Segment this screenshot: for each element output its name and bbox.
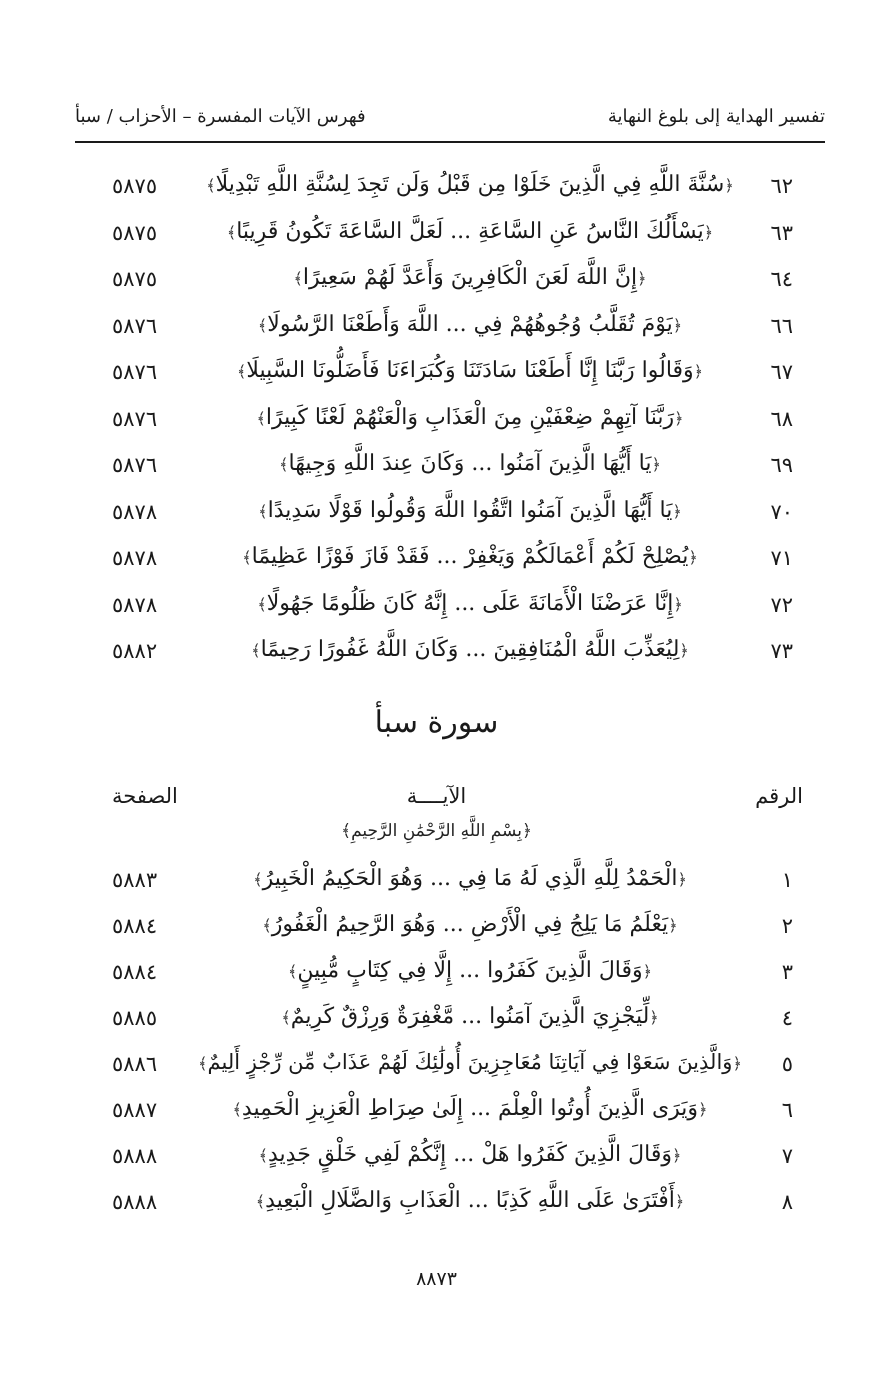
row-verse-text: رَبَّنَا آتِهِمْ ضِعْفَيْنِ مِنَ الْعَذَابِ وَالْعَنْهُمْ لَعْنًا كَبِيرًا (265, 404, 675, 430)
row-page-number: ٥٨٧٦ (112, 406, 158, 431)
index-row (0, 908, 873, 948)
column-headers (0, 780, 873, 816)
row-verse-text: يَعْلَمُ مَا يَلِجُ فِي الْأَرْضِ ... وَهُوَ الرَّحِيمُ الْغَفُورُ (271, 912, 669, 937)
column-header-page: الصفحة (112, 784, 178, 808)
row-page-number: ٥٨٧٨ (112, 546, 158, 570)
basmala-text: بِسْمِ اللَّهِ الرَّحْمَٰنِ الرَّحِيمِ (351, 821, 522, 841)
row-page-number: ٥٨٨٤ (112, 960, 158, 984)
row-verse: ﴿وَقَالَ الَّذِينَ كَفَرُوا ... إِلَّا فِي كِتَابٍ مُّبِينٍ﴾ (287, 958, 653, 983)
row-verse: ﴿رَبَّنَا آتِهِمْ ضِعْفَيْنِ مِنَ الْعَذَابِ وَالْعَنْهُمْ لَعْنًا كَبِيرًا﴾ (256, 404, 684, 430)
row-page-number: ٥٨٨٧ (112, 1098, 158, 1122)
row-verse-text: يَوْمَ تُقَلَّبُ وُجُوهُهُمْ فِي ... اللَّهَ وَأَطَعْنَا الرَّسُولَا (267, 311, 673, 337)
row-verse-text: سُنَّةَ اللَّهِ فِي الَّذِينَ خَلَوْا مِن قَبْلُ وَلَن تَجِدَ لِسُنَّةِ اللَّهِ تَبْدِيلًا (215, 172, 725, 197)
row-verse: ﴿يَا أَيُّهَا الَّذِينَ آمَنُوا اتَّقُوا اللَّهَ وَقُولُوا قَوْلًا سَدِيدًا﴾ (258, 497, 682, 523)
row-verse-text: وَقَالَ الَّذِينَ كَفَرُوا ... إِلَّا فِي كِتَابٍ مُّبِينٍ (297, 958, 643, 983)
row-verse-text: الْحَمْدُ لِلَّهِ الَّذِي لَهُ مَا فِي ... وَهُوَ الْحَكِيمُ الْخَبِيرُ (262, 866, 678, 891)
index-row (0, 587, 873, 627)
row-verse: ﴿يَسْأَلُكَ النَّاسُ عَنِ السَّاعَةِ ... لَعَلَّ السَّاعَةَ تَكُونُ قَرِيبًا﴾ (226, 218, 714, 244)
row-page-number: ٥٨٧٥ (112, 220, 158, 245)
index-row (0, 633, 873, 673)
basmala: ﴿بِسْمِ اللَّهِ الرَّحْمَٰنِ الرَّحِيمِ﴾ (341, 821, 532, 841)
row-verse-number: ٦٩ (770, 453, 793, 477)
index-row (0, 494, 873, 534)
index-row (0, 954, 873, 994)
index-row (0, 1000, 873, 1040)
page-number: ٨٨٧٣ (416, 1268, 457, 1290)
row-verse-number: ٧٢ (770, 592, 793, 617)
row-verse-text: وَيَرَى الَّذِينَ أُوتُوا الْعِلْمَ ... إِلَىٰ صِرَاطِ الْعَزِيزِ الْحَمِيدِ (241, 1096, 699, 1121)
row-verse-number: ٦٦ (770, 313, 793, 338)
row-verse-text: إِنَّ اللَّهَ لَعَنَ الْكَافِرِينَ وَأَعَدَّ لَهُمْ سَعِيرًا (302, 265, 638, 290)
row-page-number: ٥٨٧٦ (112, 453, 158, 477)
index-row (0, 168, 873, 208)
row-verse: ﴿لِّيَجْزِيَ الَّذِينَ آمَنُوا ... مَّغْفِرَةٌ وَرِزْقٌ كَرِيمٌ﴾ (281, 1004, 659, 1029)
index-row (0, 1092, 873, 1132)
row-verse-text: لِّيَجْزِيَ الَّذِينَ آمَنُوا ... مَّغْفِرَةٌ وَرِزْقٌ كَرِيمٌ (290, 1004, 650, 1029)
row-verse-text: إِنَّا عَرَضْنَا الْأَمَانَةَ عَلَى ... إِنَّهُ كَانَ ظَلُومًا جَهُولًا (266, 590, 674, 616)
row-verse-text: يُصْلِحْ لَكُمْ أَعْمَالَكُمْ وَيَغْفِرْ ... فَقَدْ فَازَ فَوْزًا عَظِيمًا (251, 544, 689, 569)
row-page-number: ٥٨٧٥ (112, 174, 158, 198)
index-row (0, 308, 873, 348)
row-page-number: ٥٨٨٨ (112, 1190, 158, 1214)
header-divider (75, 141, 825, 143)
row-verse-number: ٢ (781, 914, 793, 938)
row-verse-number: ٨ (781, 1190, 793, 1214)
column-header-number: الرقم (755, 784, 803, 808)
row-verse-text: يَا أَيُّهَا الَّذِينَ آمَنُوا اتَّقُوا اللَّهَ وَقُولُوا قَوْلًا سَدِيدًا (267, 497, 673, 523)
index-row (0, 261, 873, 301)
row-verse-number: ٤ (781, 1006, 793, 1030)
row-page-number: ٥٨٧٨ (112, 592, 158, 617)
row-verse-text: يَسْأَلُكَ النَّاسُ عَنِ السَّاعَةِ ... لَعَلَّ السَّاعَةَ تَكُونُ قَرِيبًا (236, 218, 704, 244)
index-row (0, 215, 873, 255)
row-page-number: ٥٨٨٨ (112, 1144, 158, 1168)
row-page-number: ٥٨٨٦ (112, 1052, 158, 1076)
row-page-number: ٥٨٧٦ (112, 360, 158, 384)
row-page-number: ٥٨٧٨ (112, 499, 158, 524)
row-verse-number: ١ (781, 868, 793, 892)
index-row (0, 862, 873, 902)
row-page-number: ٥٨٨٣ (112, 868, 158, 892)
row-verse: ﴿يَوْمَ تُقَلَّبُ وُجُوهُهُمْ فِي ... اللَّهَ وَأَطَعْنَا الرَّسُولَا﴾ (257, 311, 683, 337)
row-page-number: ٥٨٨٢ (112, 639, 158, 663)
row-verse: ﴿لِيُعَذِّبَ اللَّهُ الْمُنَافِقِينَ ... وَكَانَ اللَّهُ غَفُورًا رَحِيمًا﴾ (251, 637, 689, 662)
row-verse: ﴿يَعْلَمُ مَا يَلِجُ فِي الْأَرْضِ ... وَهُوَ الرَّحِيمُ الْغَفُورُ﴾ (262, 912, 678, 937)
row-verse-number: ٧٠ (770, 499, 793, 524)
row-page-number: ٥٨٧٦ (112, 313, 158, 338)
row-verse: ﴿وَقَالُوا رَبَّنَا إِنَّا أَطَعْنَا سَادَتَنَا وَكُبَرَاءَنَا فَأَضَلُّونَا السَّبِيلَا﴾ (236, 358, 704, 383)
row-verse-text: وَقَالَ الَّذِينَ كَفَرُوا هَلْ ... إِنَّكُمْ لَفِي خَلْقٍ جَدِيدٍ (268, 1142, 672, 1167)
column-header-verse: الآيــــة (406, 784, 467, 808)
row-verse-text: لِيُعَذِّبَ اللَّهُ الْمُنَافِقِينَ ... وَكَانَ اللَّهُ غَفُورًا رَحِيمًا (260, 637, 680, 662)
row-verse: ﴿إِنَّا عَرَضْنَا الْأَمَانَةَ عَلَى ... إِنَّهُ كَانَ ظَلُومًا جَهُولًا﴾ (257, 590, 683, 616)
index-row (0, 1138, 873, 1178)
row-page-number: ٥٨٧٥ (112, 267, 158, 291)
index-row (0, 354, 873, 394)
row-verse: ﴿وَالَّذِينَ سَعَوْا فِي آيَاتِنَا مُعَاجِزِينَ أُولَٰئِكَ لَهُمْ عَذَابٌ مِّن رِّجْزٍ أَلِيمٌ﴾ (198, 1050, 742, 1074)
index-row (0, 540, 873, 580)
running-header (75, 100, 825, 134)
row-verse-text: يَا أَيُّهَا الَّذِينَ آمَنُوا ... وَكَانَ عِندَ اللَّهِ وَجِيهًا (288, 451, 652, 476)
row-verse-number: ٦٨ (770, 406, 793, 431)
row-verse: ﴿إِنَّ اللَّهَ لَعَنَ الْكَافِرِينَ وَأَعَدَّ لَهُمْ سَعِيرًا﴾ (293, 265, 647, 290)
index-row (0, 401, 873, 441)
index-row (0, 1046, 873, 1086)
index-row (0, 447, 873, 487)
row-page-number: ٥٨٨٤ (112, 914, 158, 938)
row-verse: ﴿أَفْتَرَىٰ عَلَى اللَّهِ كَذِبًا ... الْعَذَابِ وَالضَّلَالِ الْبَعِيدِ﴾ (255, 1188, 685, 1213)
row-verse-number: ٦ (781, 1098, 793, 1122)
index-row (0, 1184, 873, 1224)
row-verse-number: ٣ (781, 960, 793, 984)
row-verse-text: وَالَّذِينَ سَعَوْا فِي آيَاتِنَا مُعَاجِزِينَ أُولَٰئِكَ لَهُمْ عَذَابٌ مِّن رِّجْزٍ أَلِيمٌ (207, 1050, 733, 1074)
row-verse-number: ٦٧ (770, 360, 793, 384)
row-verse: ﴿وَقَالَ الَّذِينَ كَفَرُوا هَلْ ... إِنَّكُمْ لَفِي خَلْقٍ جَدِيدٍ﴾ (258, 1142, 682, 1167)
row-page-number: ٥٨٨٥ (112, 1006, 158, 1030)
row-verse-number: ٧٣ (770, 639, 793, 663)
header-section-title: فهرس الآيات المفسرة – الأحزاب / سبأ (75, 106, 366, 127)
surah-title: سورة سبأ (374, 705, 499, 740)
row-verse: ﴿سُنَّةَ اللَّهِ فِي الَّذِينَ خَلَوْا مِن قَبْلُ وَلَن تَجِدَ لِسُنَّةِ اللَّهِ تَبْدِيلًا﴾ (206, 172, 734, 197)
row-verse-text: أَفْتَرَىٰ عَلَى اللَّهِ كَذِبًا ... الْعَذَابِ وَالضَّلَالِ الْبَعِيدِ (265, 1188, 675, 1213)
row-verse-number: ٥ (781, 1052, 793, 1076)
row-verse-number: ٦٤ (770, 267, 793, 291)
row-verse: ﴿يَا أَيُّهَا الَّذِينَ آمَنُوا ... وَكَانَ عِندَ اللَّهِ وَجِيهًا﴾ (279, 451, 661, 476)
row-verse-number: ٧ (781, 1144, 793, 1168)
row-verse-number: ٦٣ (770, 220, 793, 245)
row-verse-number: ٧١ (770, 546, 793, 570)
row-verse: ﴿يُصْلِحْ لَكُمْ أَعْمَالَكُمْ وَيَغْفِرْ ... فَقَدْ فَازَ فَوْزًا عَظِيمًا﴾ (242, 544, 698, 569)
row-verse: ﴿الْحَمْدُ لِلَّهِ الَّذِي لَهُ مَا فِي ... وَهُوَ الْحَكِيمُ الْخَبِيرُ﴾ (253, 866, 687, 891)
row-verse-number: ٦٢ (770, 174, 793, 198)
row-verse-text: وَقَالُوا رَبَّنَا إِنَّا أَطَعْنَا سَادَتَنَا وَكُبَرَاءَنَا فَأَضَلُّونَا السَّبِيلَا (246, 358, 694, 383)
header-book-title: تفسير الهداية إلى بلوغ النهاية (607, 106, 825, 127)
row-verse: ﴿وَيَرَى الَّذِينَ أُوتُوا الْعِلْمَ ... إِلَىٰ صِرَاطِ الْعَزِيزِ الْحَمِيدِ﴾ (232, 1096, 708, 1121)
